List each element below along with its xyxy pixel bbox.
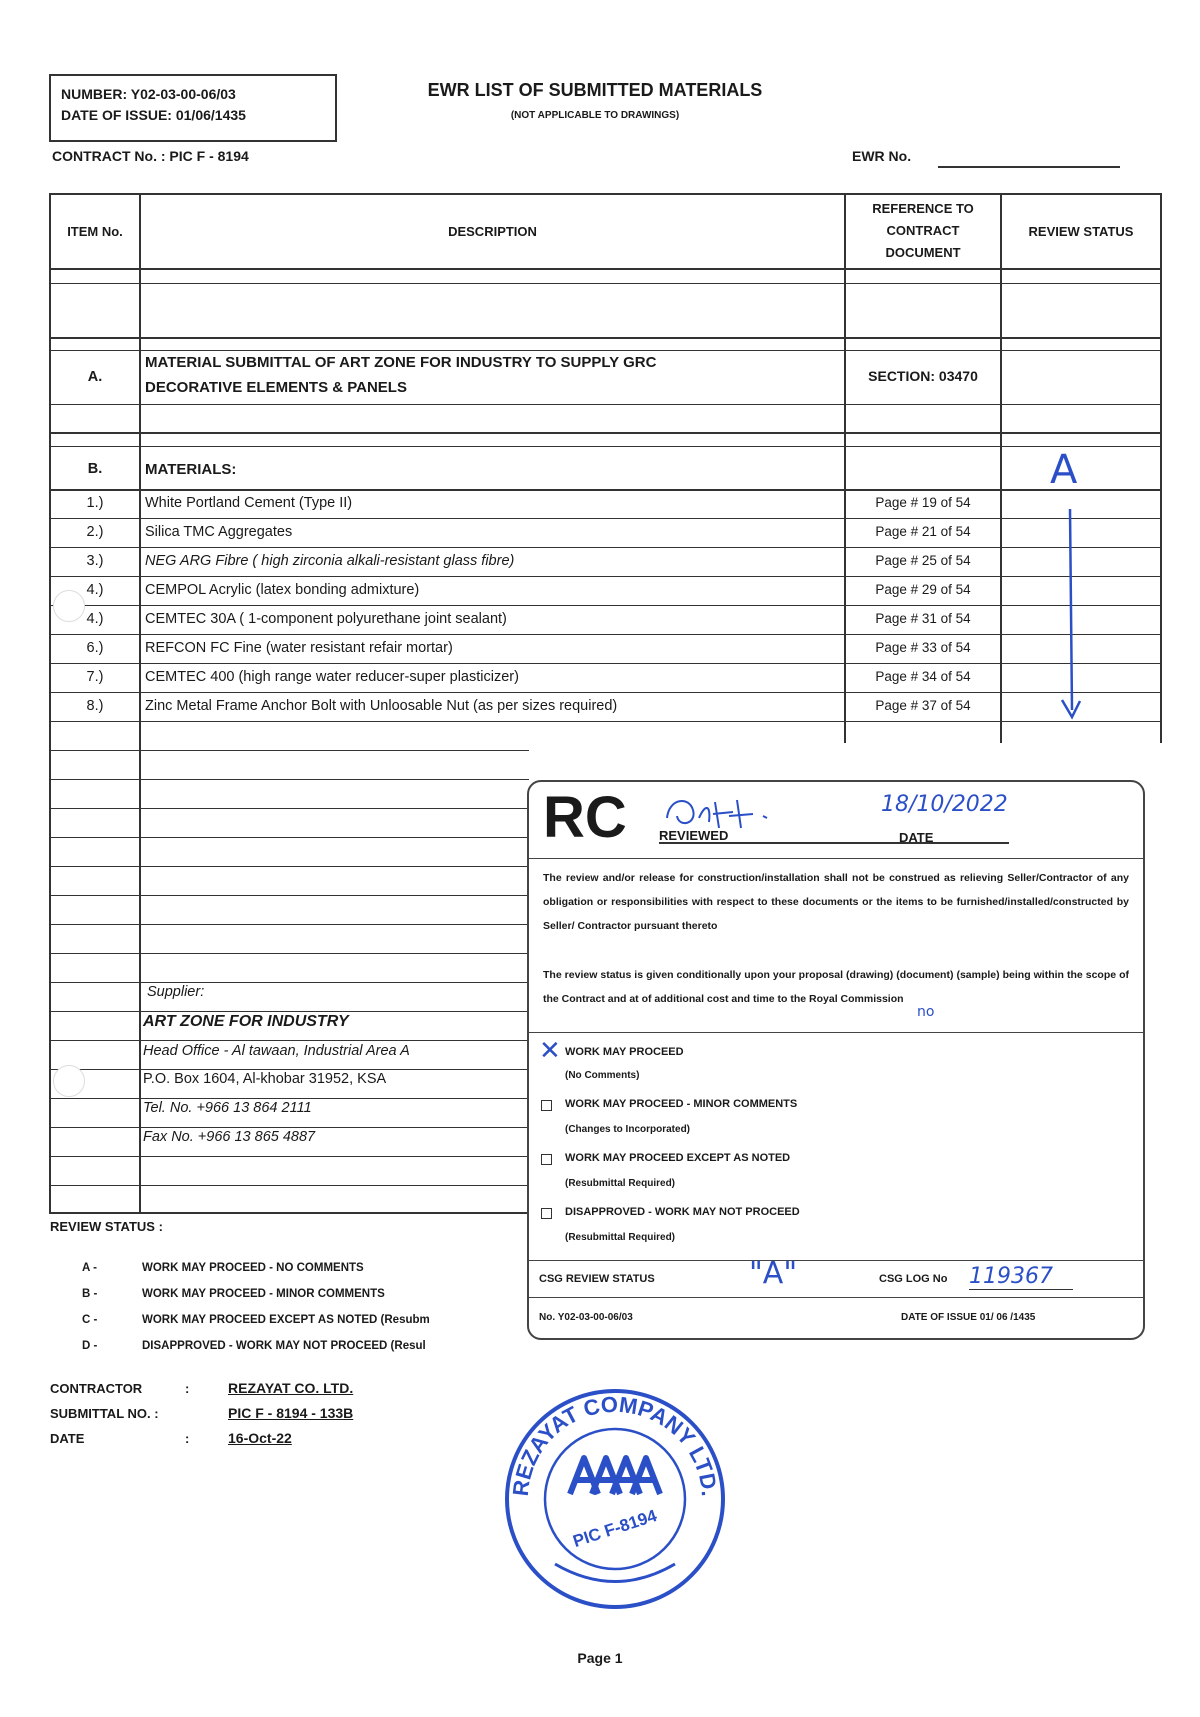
handwritten-status-a: A xyxy=(1050,447,1078,493)
option-sublabel: (Changes to Incorporated) xyxy=(565,1124,691,1135)
table-row-line xyxy=(49,432,1162,434)
option-sublabel: (Resubmittal Required) xyxy=(565,1232,676,1243)
table-row-line xyxy=(49,518,1162,519)
document-title: EWR LIST OF SUBMITTED MATERIALS xyxy=(427,80,763,100)
table-row-line xyxy=(49,404,1162,405)
row-item-no: 2.) xyxy=(86,524,104,540)
stamp-divider xyxy=(529,1260,1143,1261)
header-review-status: REVIEW STATUS xyxy=(1028,224,1134,239)
option-label[interactable]: WORK MAY PROCEED xyxy=(565,1046,684,1058)
document-number: NUMBER: Y02-03-00-06/03 xyxy=(61,86,236,102)
row-item-no: 3.) xyxy=(86,553,104,569)
legend-code: C - xyxy=(82,1314,98,1326)
date-label: DATE xyxy=(50,1431,85,1446)
seal-code-text: PIC F-8194 xyxy=(570,1506,660,1551)
stamp-divider xyxy=(529,1032,1143,1033)
row-item-no: 1.) xyxy=(86,495,104,511)
date-value: 16-Oct-22 xyxy=(228,1430,292,1446)
table-row-line xyxy=(49,605,1162,606)
stamp-disclaimer-2: The review status is given conditionally upon your proposal (drawing) (document) (sample) being within the scope of the Contract and at of additional cost and time to the Royal Commission xyxy=(543,969,1129,1005)
table-row-line xyxy=(49,982,529,983)
legend-text: WORK MAY PROCEED EXCEPT AS NOTED (Resubm xyxy=(142,1314,430,1326)
csg-log-label: CSG LOG No xyxy=(879,1273,948,1285)
row-reference: Page # 33 of 54 xyxy=(875,640,971,655)
checkbox-icon[interactable] xyxy=(541,1208,552,1219)
header-reference xyxy=(846,198,1000,264)
option-sublabel: (Resubmittal Required) xyxy=(565,1178,676,1189)
submittal-value: PIC F - 8194 - 133B xyxy=(228,1405,354,1421)
table-divider-reference xyxy=(844,193,846,743)
punch-hole xyxy=(53,590,85,622)
table-row-line xyxy=(49,750,529,751)
stamp-reviewed-label: REVIEWED xyxy=(659,828,729,843)
legend-text: WORK MAY PROCEED - NO COMMENTS xyxy=(142,1262,364,1274)
section-a-description: MATERIAL SUBMITTAL OF ART ZONE FOR INDUSTRY TO SUPPLY GRC xyxy=(145,354,657,371)
contractor-label: CONTRACTOR xyxy=(50,1381,143,1396)
supplier-label: Supplier: xyxy=(147,984,205,1000)
row-reference: Page # 19 of 54 xyxy=(875,495,971,510)
submittal-label: SUBMITTAL NO. : xyxy=(50,1406,159,1421)
row-description: White Portland Cement (Type II) xyxy=(145,495,353,511)
row-reference: Page # 31 of 54 xyxy=(875,611,971,626)
section-b-item: B. xyxy=(87,461,103,477)
section-b-description: MATERIALS: xyxy=(145,461,237,478)
row-item-no: 8.) xyxy=(86,698,104,714)
stamp-footer-date: DATE OF ISSUE 01/ 06 /1435 xyxy=(901,1312,1036,1323)
option-sublabel: (No Comments) xyxy=(565,1070,640,1081)
table-row-line xyxy=(49,1069,529,1070)
supplier-tel: Tel. No. +966 13 864 2111 xyxy=(143,1100,312,1116)
csg-review-label: CSG REVIEW STATUS xyxy=(539,1273,655,1285)
stamp-disclaimer-1: The review and/or release for construction/installation shall not be construed as relieving Seller/Contractor of any obligation or responsibilities with respect to these documents or the items to be furnished/installed/constructed by Seller/ Contractor pursuant thereto xyxy=(543,872,1129,932)
table-row-line xyxy=(49,1127,529,1128)
handwritten-date: 18/10/2022 xyxy=(881,792,1008,817)
table-border-right xyxy=(1160,193,1162,743)
table-row-line xyxy=(49,1156,529,1157)
table-row-line xyxy=(49,1098,529,1099)
option-label[interactable]: WORK MAY PROCEED - MINOR COMMENTS xyxy=(565,1098,798,1110)
review-stamp xyxy=(527,780,1145,1340)
supplier-address-1: Head Office - Al tawaan, Industrial Area A xyxy=(143,1043,410,1059)
table-row-line xyxy=(49,283,1162,284)
table-row-line xyxy=(49,895,529,896)
colon: : xyxy=(185,1381,190,1396)
contractor-value: REZAYAT CO. LTD. xyxy=(228,1380,354,1396)
table-row-line xyxy=(49,1011,529,1012)
row-description: REFCON FC Fine (water resistant refair mortar) xyxy=(145,640,453,656)
supplier-name: ART ZONE FOR INDUSTRY xyxy=(143,1013,349,1030)
legend-code: B - xyxy=(82,1288,98,1300)
row-item-no: 4.) xyxy=(86,582,104,598)
checkbox-icon[interactable] xyxy=(541,1154,552,1165)
table-row-line xyxy=(49,634,1162,635)
contract-number: CONTRACT No. : PIC F - 8194 xyxy=(52,148,249,164)
colon: : xyxy=(185,1431,190,1446)
supplier-address-2: P.O. Box 1604, Al-khobar 31952, KSA xyxy=(143,1071,387,1087)
table-row-line xyxy=(49,779,529,780)
ewr-number-label: EWR No. xyxy=(852,148,912,164)
document-number-box xyxy=(49,74,337,142)
table-row-line xyxy=(49,1040,529,1041)
table-row-line xyxy=(49,576,1162,577)
table-row-line xyxy=(49,1185,529,1186)
row-description: CEMTEC 400 (high range water reducer-super plasticizer) xyxy=(145,669,519,685)
table-divider-item xyxy=(139,193,141,1213)
table-border-bottom xyxy=(49,1212,529,1214)
option-label[interactable]: WORK MAY PROCEED EXCEPT AS NOTED xyxy=(565,1152,791,1164)
stamp-footer-no: No. Y02-03-00-06/03 xyxy=(539,1312,633,1323)
header-reference-line: REFERENCE TO xyxy=(872,201,974,216)
table-row-line xyxy=(49,808,529,809)
table-row-line xyxy=(49,953,529,954)
table-row-line xyxy=(49,663,1162,664)
row-reference: Page # 21 of 54 xyxy=(875,524,971,539)
stamp-divider xyxy=(529,1297,1143,1298)
table-row-line xyxy=(49,837,529,838)
row-item-no: 4.) xyxy=(86,611,104,627)
row-description: CEMPOL Acrylic (latex bonding admixture) xyxy=(145,582,420,598)
row-reference: Page # 34 of 54 xyxy=(875,669,971,684)
legend-code: A - xyxy=(82,1262,97,1274)
row-description: NEG ARG Fibre ( high zirconia alkali-resistant glass fibre) xyxy=(145,553,515,569)
page-number: Page 1 xyxy=(577,1650,623,1666)
table-row-line xyxy=(49,489,1162,491)
header-description: DESCRIPTION xyxy=(448,224,537,239)
stamp-rc: RC xyxy=(543,785,627,850)
row-description: CEMTEC 30A ( 1-component polyurethane joint sealant) xyxy=(145,611,507,627)
legend-text: DISAPPROVED - WORK MAY NOT PROCEED (Resul xyxy=(142,1340,426,1352)
option-label[interactable]: DISAPPROVED - WORK MAY NOT PROCEED xyxy=(565,1206,800,1218)
legend-text: WORK MAY PROCEED - MINOR COMMENTS xyxy=(142,1288,385,1300)
review-status-title: REVIEW STATUS : xyxy=(50,1219,163,1234)
stamp-date-label: DATE xyxy=(899,830,934,845)
reviewer-signature xyxy=(659,788,809,836)
ewr-number-blank xyxy=(938,166,1120,168)
seal-company-text: REZAYAT COMPANY LTD. xyxy=(507,1391,722,1498)
table-row-line xyxy=(49,692,1162,693)
table-row-line xyxy=(49,721,1162,722)
row-reference: Page # 29 of 54 xyxy=(875,582,971,597)
stamp-divider xyxy=(529,858,1143,859)
company-seal-icon xyxy=(500,1384,730,1614)
punch-hole xyxy=(53,1065,85,1097)
row-description: Zinc Metal Frame Anchor Bolt with Unloosable Nut (as per sizes required) xyxy=(145,698,618,714)
handwritten-arrow-icon xyxy=(1050,505,1090,725)
table-row-line xyxy=(49,446,1162,447)
checkbox-icon[interactable] xyxy=(541,1100,552,1111)
table-row-line xyxy=(49,924,529,925)
csg-review-value: "A" xyxy=(749,1256,798,1291)
row-item-no: 6.) xyxy=(86,640,104,656)
row-item-no: 7.) xyxy=(86,669,104,685)
table-border-top xyxy=(49,193,1162,195)
table-row-line xyxy=(49,337,1162,339)
header-reference-line: CONTRACT xyxy=(886,223,960,238)
checkmark-x-icon: ✕ xyxy=(539,1036,561,1066)
csg-log-value: 119367 xyxy=(969,1264,1073,1290)
table-row-line xyxy=(49,350,1162,351)
row-description: Silica TMC Aggregates xyxy=(145,524,293,540)
row-reference: Page # 37 of 54 xyxy=(875,698,971,713)
document-subtitle: (NOT APPLICABLE TO DRAWINGS) xyxy=(510,110,680,121)
section-a-item: A. xyxy=(87,369,103,385)
table-row-line xyxy=(49,268,1162,270)
section-a-reference: SECTION: 03470 xyxy=(868,368,978,384)
header-reference-line: DOCUMENT xyxy=(885,245,961,260)
table-divider-status xyxy=(1000,193,1002,743)
row-reference: Page # 25 of 54 xyxy=(875,553,971,568)
date-of-issue: DATE OF ISSUE: 01/06/1435 xyxy=(61,107,246,123)
legend-code: D - xyxy=(82,1340,98,1352)
section-a-description-line2: DECORATIVE ELEMENTS & PANELS xyxy=(145,379,407,396)
header-item-no: ITEM No. xyxy=(67,224,123,239)
supplier-fax: Fax No. +966 13 865 4887 xyxy=(143,1129,316,1145)
handwritten-no: no xyxy=(917,1004,935,1020)
table-row-line xyxy=(49,866,529,867)
table-row-line xyxy=(49,547,1162,548)
